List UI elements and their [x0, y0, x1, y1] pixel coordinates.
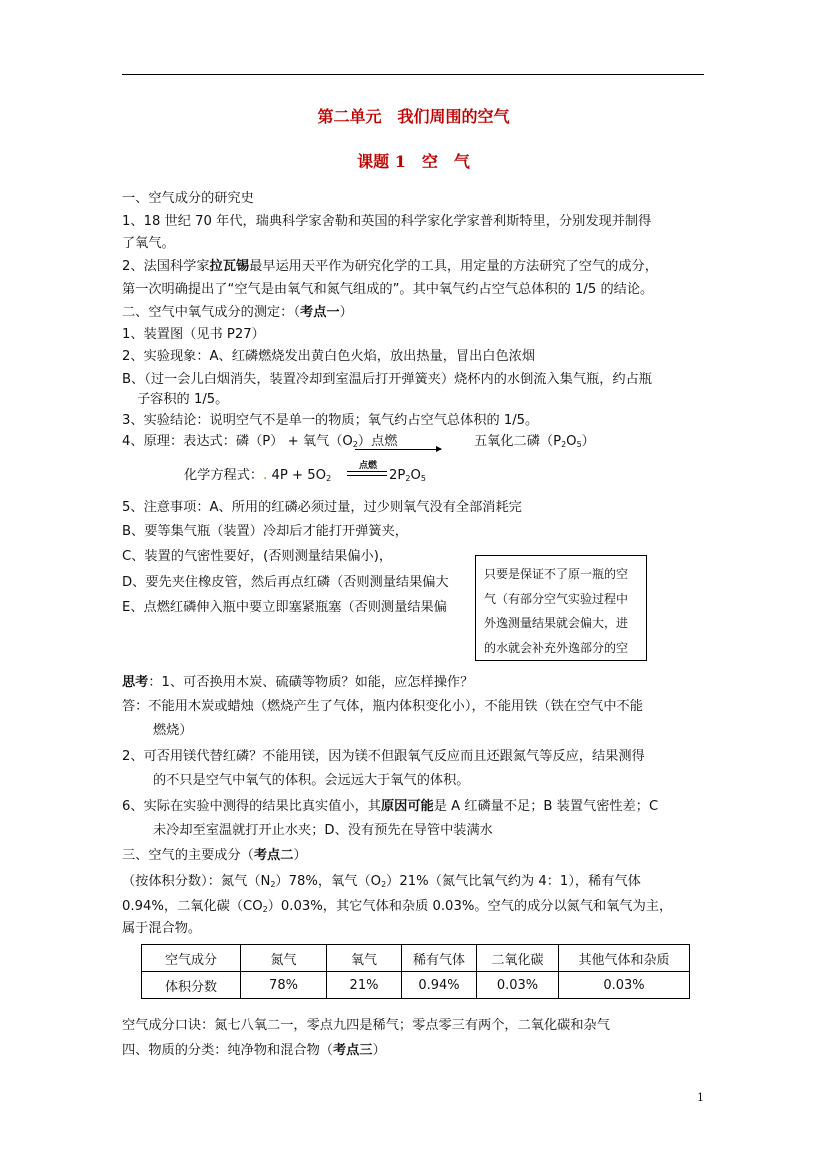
page-number: 1 — [697, 1091, 704, 1104]
callout-line: 外逸测量结果就会偏大，进 — [484, 616, 629, 630]
text-run: 2P — [389, 468, 406, 483]
condition-label: 点燃 — [359, 461, 378, 471]
table-cell: 氮气 — [241, 945, 327, 972]
text-run: 三、空气的主要成分（ — [122, 848, 254, 863]
section4-heading — [122, 1042, 386, 1060]
sec3-line2 — [122, 898, 672, 919]
subscript: 2 — [561, 440, 567, 449]
callout-line: 只要是保证不了原一瓶的空 — [484, 567, 629, 581]
sec2-item1: 1、装置图（见书 P27） — [122, 327, 265, 342]
table-cell: 稀有气体 — [402, 945, 477, 972]
table-header-row — [142, 945, 690, 972]
think-label: 思考 — [122, 675, 149, 690]
sec1-p2-line1 — [122, 258, 658, 276]
think-q6-line2: 未冷却至室温就打开止水夹；D、没有预先在导管中装满水 — [153, 823, 493, 838]
note-c: C、装置的气密性要好，(否则测量结果偏小)， — [122, 549, 393, 564]
sec2-item2b: B、（过一会儿白烟消失，装置冷却到室温后打开弹簧夹）烧杯内的水倒流入集气瓶，约占瓶 — [122, 372, 652, 387]
sec1-p2-line2: 第一次明确提出了“空气是由氧气和氮气组成的”。其中氧气约占空气总体积的 1/5 的结论。 — [122, 282, 654, 297]
text-run: ） — [293, 848, 307, 863]
chemical-equation — [184, 467, 331, 488]
sec2-item3: 3、实验结论：说明空气不是单一的物质；氧气约占空气总体积的 1/5。 — [122, 413, 539, 428]
think-q1 — [122, 674, 473, 692]
section2-heading — [122, 304, 353, 322]
product-text — [474, 433, 595, 454]
text-run: ）21%（氮气比氧气约为 4：1），稀有气体 — [386, 874, 641, 889]
callout-box — [475, 555, 647, 661]
reason-label: 原因可能 — [380, 799, 434, 814]
subscript: 2 — [381, 880, 387, 889]
table-cell: 78% — [241, 972, 327, 999]
table-cell: 0.03% — [477, 972, 559, 999]
subscript: 2 — [405, 474, 411, 483]
callout-line: 的水就会补充外逸部分的空 — [484, 640, 629, 655]
sec1-p1-line2: 了氧气。 — [122, 236, 175, 251]
lesson-title: 课题 1 空 气 — [357, 152, 470, 171]
text-run: ） — [372, 1043, 386, 1058]
exam-point-label: 考点一 — [300, 305, 340, 320]
note-e: E、点燃红磷伸入瓶中要立即塞紧瓶塞（否则测量结果偏 — [122, 600, 447, 615]
subscript: 2 — [270, 880, 276, 889]
exam-point-label: 考点三 — [333, 1043, 373, 1058]
text-run: 化学方程式： — [184, 468, 264, 483]
sec2-item2: 2、实验现象：A、红磷燃烧发出黄白色火焰，放出热量，冒出白色浓烟 — [122, 349, 536, 364]
text-run: . — [263, 468, 268, 483]
text-run: ） — [339, 305, 353, 320]
header-rule — [122, 74, 704, 75]
unit-title: 第二单元 我们周围的空气 — [317, 107, 510, 126]
reaction-arrow — [355, 449, 441, 450]
section3-heading — [122, 847, 307, 865]
think-a1-line2: 燃烧） — [153, 723, 193, 738]
text-run: ）78%，氧气（O — [275, 874, 382, 889]
table-cell: 体积分数 — [142, 972, 241, 999]
text-run: （按体积分数）：氮气（N — [122, 874, 271, 889]
text-run: 五氧化二磷（P — [474, 434, 562, 449]
subscript: 5 — [576, 440, 582, 449]
table-cell: 空气成分 — [142, 945, 241, 972]
text-run: ）0.03%，其它气体和杂质 0.03%。空气的成分以氮气和氧气为主， — [267, 899, 673, 914]
sec2-item4 — [122, 433, 397, 454]
callout-line: 气（有部分空气实验过程中 — [484, 591, 629, 606]
text-run: 最早运用天平作为研究化学的工具，用定量的方法研究了空气的成分， — [249, 259, 658, 274]
sec3-line1 — [122, 873, 641, 894]
exam-point-label: 考点二 — [253, 848, 294, 863]
section1-heading: 一、空气成分的研究史 — [122, 191, 254, 206]
text-run: O — [410, 468, 421, 483]
table-cell: 二氧化碳 — [477, 945, 559, 972]
text-run: 二、空气中氧气成分的测定：（ — [122, 305, 301, 320]
text-run: 4、原理：表达式：磷（P） + 氧气（O — [122, 434, 353, 449]
text-run: ：1、可否换用木炭、硫磺等物质？如能，应怎样操作？ — [148, 675, 474, 690]
subscript: 2 — [326, 474, 332, 483]
composition-mnemonic: 空气成分口诀：氮七八氧二一，零点九四是稀气；零点零三有两个，二氧化碳和杂气 — [122, 1018, 610, 1033]
text-run: 四、物质的分类：纯净物和混合物（ — [122, 1043, 333, 1058]
lavoisier-name: 拉瓦锡 — [209, 259, 250, 274]
sec1-p1-line1: 1、18 世纪 70 年代，瑞典科学家舍勒和英国的科学家化学家普利斯特里，分别发现并制得 — [122, 214, 652, 229]
text-run: O — [566, 434, 577, 449]
note-d: D、要先夹住橡皮管，然后再点红磷（否则测量结果偏大 — [122, 575, 449, 590]
note-b: B、要等集气瓶（装置）冷却后才能打开弹簧夹， — [122, 524, 408, 539]
table-cell: 其他气体和杂质 — [559, 945, 690, 972]
think-q2-line2: 的不只是空气中氧气的体积。会远远大于氧气的体积。 — [153, 773, 470, 788]
subscript: 2 — [352, 440, 358, 449]
think-a1-line1: 答：不能用木炭或蜡烛（燃烧产生了气体，瓶内体积变化小），不能用铁（铁在空气中不能 — [122, 699, 643, 714]
text-run: 2、法国科学家 — [122, 259, 210, 274]
table-cell: 氧气 — [327, 945, 402, 972]
table-cell: 0.03% — [559, 972, 690, 999]
air-composition-table — [141, 944, 690, 999]
text-run: ）点燃 — [357, 434, 398, 449]
note-a: 5、注意事项：A、所用的红磷必须过量，过少则氧气没有全部消耗完 — [122, 500, 522, 515]
text-run: 0.94%，二氧化碳（CO — [122, 899, 263, 914]
think-q6-line1 — [122, 798, 658, 816]
text-run: 6、实际在实验中测得的结果比真实值小，其 — [122, 799, 381, 814]
equation-product — [389, 467, 426, 488]
think-q2-line1: 2、可否用镁代替红磷？不能用镁，因为镁不但跟氧气反应而且还跟氮气等反应，结果测得 — [122, 749, 645, 764]
subscript: 5 — [420, 474, 426, 483]
sec3-line3: 属于混合物。 — [122, 921, 202, 936]
subscript: 2 — [262, 905, 268, 914]
text-run: 4P + 5O — [267, 468, 327, 483]
sec2-item2b-cont: 子容积的 1/5。 — [137, 392, 229, 407]
table-cell: 0.94% — [402, 972, 477, 999]
text-run: 是 A 红磷量不足；B 装置气密性差；C — [433, 799, 659, 814]
text-run: ） — [581, 434, 595, 449]
table-cell: 21% — [327, 972, 402, 999]
equation-equals-bar — [347, 471, 387, 476]
table-row — [142, 972, 690, 999]
